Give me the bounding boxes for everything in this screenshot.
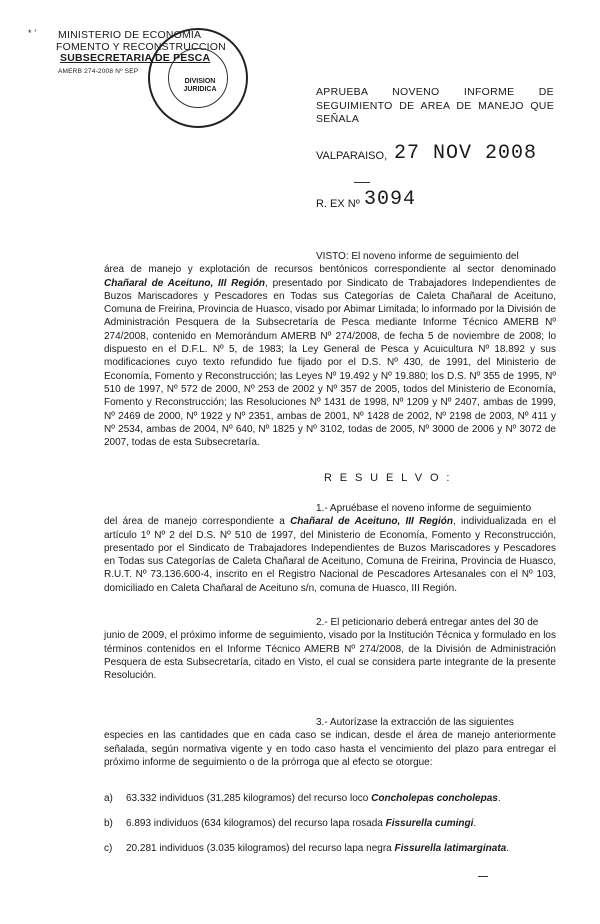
- ministry-name: MINISTERIO DE ECONOMIA: [58, 29, 202, 41]
- item-c-end: .: [506, 843, 509, 854]
- item-c-letter: c): [104, 843, 113, 854]
- item-c-text: 20.281 individuos (3.035 kilogramos) del recurso lapa negra: [126, 843, 395, 854]
- visto-lead: VISTO: El noveno informe de seguimiento del: [316, 251, 519, 262]
- visto-area-name: Chañaral de Aceituno, III Región: [104, 277, 266, 289]
- subject-line-1: APRUEBA NOVENO INFORME DE: [316, 86, 554, 98]
- item-b-end: .: [473, 818, 477, 829]
- stamp-text: [176, 78, 224, 94]
- visto-pre: área de manejo y explotación de recursos bentónicos correspondiente al sector denominado: [104, 264, 556, 276]
- article-2-body: junio de 2009, el próximo informe de seguimiento, visado por la Institución Técnica y formulado en los términos contenidos en el Informe Técnico AMERB Nº 274/2008, de la División de Administración Pesquera de esta Subsecretaría, citado en Visto, el cual se considera parte integrante de la presente Resolución.: [104, 630, 556, 682]
- ministry-subname: FOMENTO Y RECONSTRUCCION: [56, 41, 226, 53]
- species-item-b: [104, 817, 564, 830]
- stamp-line-2: JURIDICA: [183, 86, 217, 93]
- article-1-rest: , individualizada en el artículo 1º Nº 2 del D.S. Nº 510 de 1997, del Ministerio de Economía, Fomento y Reconstrucción, presentado por el Sindicato de Trabajadores Independientes de Buzos Mariscadores y Pescadores en Todas sus Categorías de Caleta Chañaral de Aceituno, Comuna de Freirina, Provincia de Huasco, R.U.T. Nº 73.136.600-4, inscrito en el Registro Nacional de Pescadores Artesanales con el Nº 103, domiciliado en Caleta Chañaral de Aceituno s/n, comuna de Huasco, III Región.: [104, 516, 557, 594]
- article-3: [104, 716, 556, 769]
- item-a-text: 63.332 individuos (31.285 kilogramos) del recurso loco: [126, 793, 372, 804]
- item-b-text: 6.893 individuos (634 kilogramos) del recurso lapa rosada: [126, 818, 386, 829]
- subject-line-2: SEGUIMIENTO DE AREA DE MANEJO QUE: [316, 99, 554, 112]
- item-a-end: .: [497, 793, 501, 804]
- article-1-body: [104, 515, 556, 595]
- item-c-species: Fissurella latimarginata: [394, 843, 507, 854]
- species-item-a: [104, 792, 564, 805]
- article-1-lead: 1.- Apruébase el noveno informe de seguimiento: [316, 503, 532, 514]
- article-3-lead: 3.- Autorízase la extracción de las siguientes: [316, 717, 514, 728]
- date-city: VALPARAISO,: [316, 150, 388, 162]
- header-mark: * ': [28, 28, 37, 38]
- article-1-pre: del área de manejo correspondiente a: [104, 516, 291, 528]
- article-2-lead: 2.- El peticionario deberá entregar antes del 30 de: [316, 617, 539, 628]
- visto-rest: , presentado por Sindicato de Trabajadores Independientes de Buzos Mariscadores y Pescadores en Todas sus Categorías de Caleta Chañaral de Aceituno, Comuna de Freirina, Provincia de Huasco, visado por Abimar Limitada; lo informado por la División de Administración Pesquera de la Subsecretaría de Pesca mediante Informe Técnico AMERB Nº 274/2008, contenido en Memorándum AMERB Nº 274/2008, de fecha 5 de noviembre de 2008; lo dispuesto en el D.F.L. Nº 5, de 1983; la Ley General de Pesca y Acuicultura Nº 18.892 y sus modificaciones cuyo texto refundido fue fijado por el D.S. Nº 430, de 1991, del Ministerio de Economía, Fomento y Reconstrucción; las Leyes Nº 19.492 y Nº 19.880; los D.S. Nº 355 de 1995, Nº 510 de 1997, Nº 572 de 2000, Nº 253 de 2002 y Nº 357 de 2005, todos del Ministerio de Economía, Fomento y Reconstrucción; las Resoluciones Nº 1431 de 1998, Nº 1209 y Nº 2407, ambas de 1999, Nº 2469 de 2000, Nº 1922 y Nº 2351, ambas de 2001, Nº 1428 de 2002, Nº 2198 de 2003, Nº 411 y Nº 2534, ambas de 2004, Nº 640, Nº 1825 y Nº 3102, todas de 2005, Nº 3000 de 2006 y Nº 3072 de 2007, todas de esta Subsecretaría.: [104, 277, 557, 449]
- resolution-subject: [316, 86, 554, 127]
- resolution-number: 3094: [364, 188, 417, 211]
- item-a-species: Concholepas concholepas: [371, 793, 498, 804]
- item-b-species: Fissurella cumingi: [385, 818, 474, 829]
- visto-section: [104, 250, 556, 449]
- resuelvo-heading: R E S U E L V O :: [324, 472, 452, 484]
- resolution-label: R. EX Nº: [316, 198, 360, 210]
- item-b-letter: b): [104, 818, 113, 829]
- article-1: [104, 502, 556, 595]
- scan-mark: [478, 876, 488, 877]
- amerb-reference: AMERB 274-2008 Nº SEP: [58, 68, 139, 75]
- article-1-area-name: Chañaral de Aceituno, III Región: [290, 516, 453, 528]
- article-2: [104, 616, 556, 682]
- article-3-body: especies en las cantidades que en cada caso se indican, desde el área de manejo anteriormente señalada, según normativa vigente y en todo caso hasta el vencimiento del plazo para entregar el próximo informe de seguimiento o de la prórroga que al efecto se otorgue:: [104, 730, 556, 768]
- official-stamp: [148, 28, 248, 128]
- item-a-letter: a): [104, 793, 113, 804]
- date-stamp: 27 NOV 2008: [394, 142, 538, 165]
- subject-line-3: SEÑALA: [316, 113, 360, 125]
- visto-body: [104, 263, 556, 449]
- subsecretaria-name: SUBSECRETARIA DE PESCA: [60, 52, 211, 64]
- number-dash: [354, 182, 370, 183]
- stamp-line-1: DIVISION: [184, 78, 216, 85]
- species-item-c: [104, 842, 564, 855]
